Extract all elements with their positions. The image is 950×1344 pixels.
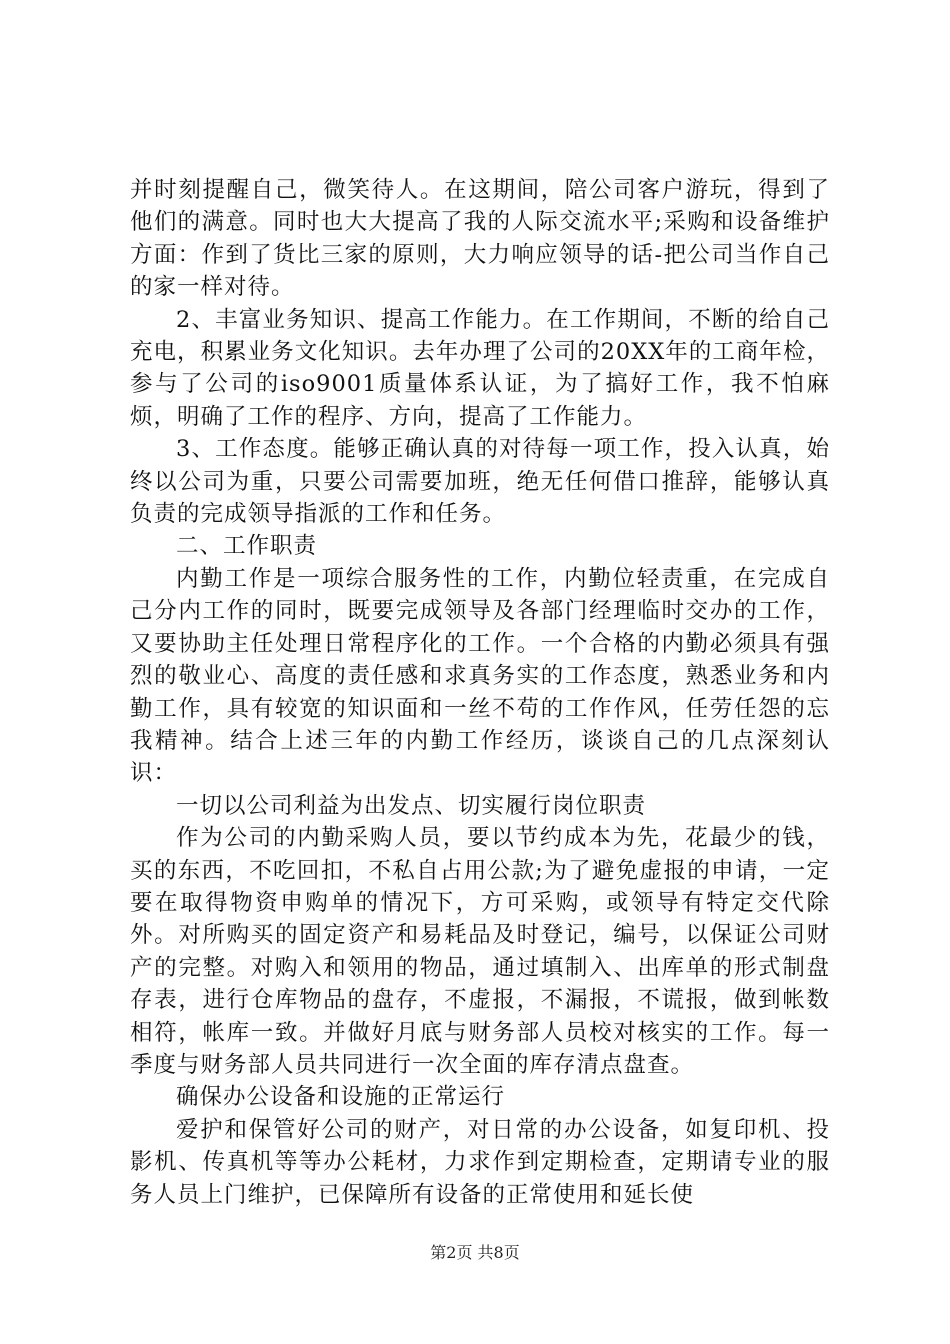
subheading-company-interest: 一切以公司利益为出发点、切实履行岗位职责 (176, 792, 647, 819)
paragraph-purchasing: 作为公司的内勤采购人员，要以节约成本为先，花最少的钱，买的东西，不吃回扣，不私自占用公款;为了避免虚报的申请，一定要在取得物资申购单的情况下，方可采购，或领导有特定交代除外。对所购买的固定资产和易耗品及时登记，编号，以保证公司财产的完整。对购入和领用的物品，通过填制入、出库单的形式制盘存表，进行仓库物品的盘存，不虚报，不漏报，不谎报，做到帐数相符，帐库一致。并做好月底与财务部人员校对核实的工作。每一季度与财务部人员共同进行一次全面的库存清点盘查。 (130, 825, 830, 1078)
section-heading-duties: 二、工作职责 (176, 533, 318, 560)
paragraph-attitude: 3、工作态度。能够正确认真的对待每一项工作，投入认真，始终以公司为重，只要公司需要加班，绝无任何借口推辞，能够认真负责的完成领导指派的工作和任务。 (130, 436, 830, 528)
document-body (130, 174, 830, 1211)
paragraph-knowledge: 2、丰富业务知识、提高工作能力。在工作期间，不断的给自己充电，积累业务文化知识。去年办理了公司的20XX年的工商年检，参与了公司的iso9001质量体系认证，为了搞好工作，我不怕麻烦，明确了工作的程序、方向，提高了工作能力。 (130, 306, 830, 430)
paragraph-duties-intro: 内勤工作是一项综合服务性的工作，内勤位轻责重，在完成自己分内工作的同时，既要完成领导及各部门经理临时交办的工作，又要协助主任处理日常程序化的工作。一个合格的内勤必须具有强烈的敬业心、高度的责任感和求真务实的工作态度，熟悉业务和内勤工作，具有较宽的知识面和一丝不苟的工作作风，任劳任怨的忘我精神。结合上述三年的内勤工作经历，谈谈自己的几点深刻认识： (130, 565, 830, 787)
paragraph-equipment-care: 爱护和保管好公司的财产，对日常的办公设备，如复印机、投影机、传真机等等办公耗材，力求作到定期检查，定期请专业的服务人员上门维护，已保障所有设备的正常使用和延长使 (130, 1116, 830, 1208)
page-number-footer: 第2页 共8页 (430, 1243, 520, 1262)
paragraph-continuation: 并时刻提醒自己，微笑待人。在这期间，陪公司客户游玩，得到了他们的满意。同时也大大提高了我的人际交流水平;采购和设备维护方面：作到了货比三家的原则，大力响应领导的话-把公司当作自己的家一样对待。 (130, 177, 830, 301)
subheading-office-equipment: 确保办公设备和设施的正常运行 (176, 1084, 506, 1111)
